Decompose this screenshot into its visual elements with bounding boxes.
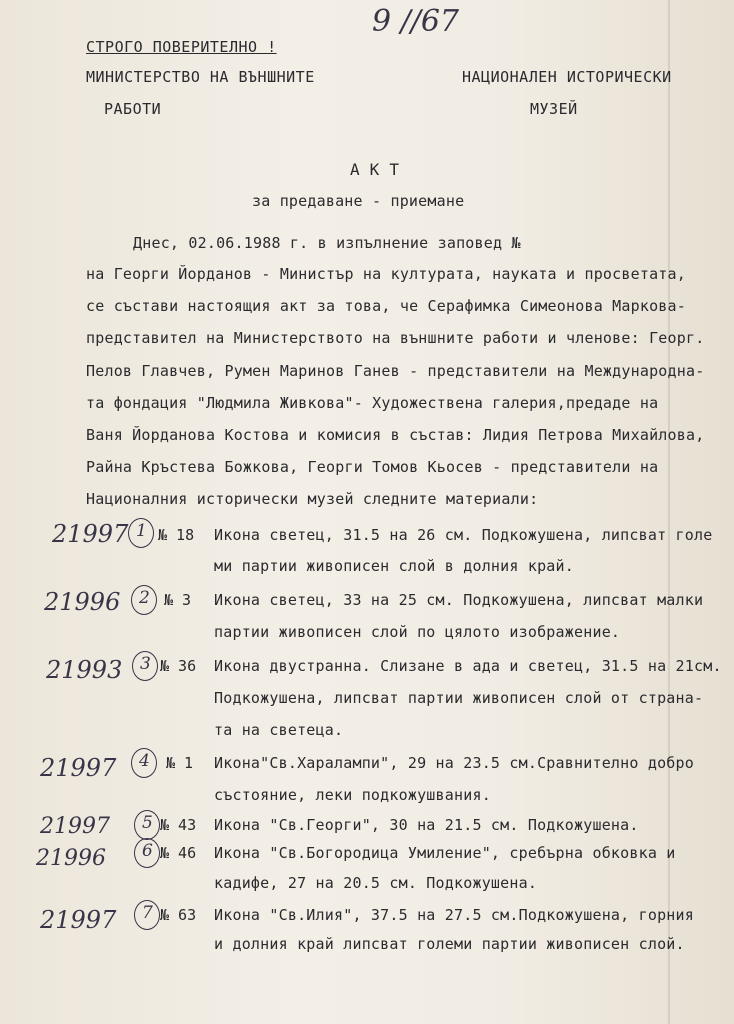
item-description-line: Икона светец, 33 на 25 см. Подкожушена, липсват малки — [214, 591, 704, 609]
body-line: Райна Кръстева Божкова, Георги Томов Кьосев - представители на — [86, 458, 659, 476]
item-ref: № 18 — [158, 526, 195, 544]
item-number: 2 — [139, 588, 150, 608]
item-number: 5 — [142, 813, 153, 833]
handwritten-folio-number: 9 //67 — [372, 4, 460, 39]
sender-org-line1: МИНИСТЕРСТВО НА ВЪНШНИТЕ — [86, 68, 315, 86]
receiver-org-line1: НАЦИОНАЛЕН ИСТОРИЧЕСКИ — [462, 68, 672, 86]
item-description-line: Икона светец, 31.5 на 26 см. Подкожушена, липсват голе — [214, 526, 713, 544]
item-number: 4 — [139, 751, 150, 771]
item-ref: № 3 — [164, 591, 192, 609]
inventory-number-handwritten: 21997 — [40, 814, 110, 839]
body-line: Ваня Йорданова Костова и комисия в състав: Лидия Петрова Михайлова, — [86, 426, 705, 444]
sender-org-line2: РАБОТИ — [104, 100, 162, 118]
item-description-line: Подкожушена, липсват партии живописен слой от страна- — [214, 689, 704, 707]
item-ref: № 63 — [160, 906, 197, 924]
confidential-stamp: СТРОГО ПОВЕРИТЕЛНО ! — [86, 38, 277, 56]
inventory-number-handwritten: 21997 — [40, 754, 117, 782]
item-description-line: та на светеца. — [214, 721, 344, 739]
body-line: се състави настоящия акт за това, че Серафимка Симеонова Маркова- — [86, 297, 686, 315]
item-description-line: Икона "Св.Илия", 37.5 на 27.5 см.Подкожушена, горния — [214, 906, 694, 924]
item-number: 7 — [142, 903, 153, 923]
inventory-number-handwritten: 21997 — [40, 906, 117, 934]
item-description-line: ми партии живописен слой в долния край. — [214, 557, 574, 575]
item-number: 1 — [136, 521, 147, 541]
item-description-line: кадифе, 27 на 20.5 см. Подкожушена. — [214, 874, 538, 892]
receiver-org-line2: МУЗЕЙ — [530, 100, 578, 118]
item-ref: № 43 — [160, 816, 197, 834]
item-number: 3 — [140, 654, 151, 674]
item-description-line: Икона двустранна. Слизане в ада и светец, 31.5 на 21см. — [214, 657, 722, 675]
body-line: та фондация "Людмила Живкова"- Художествена галерия,предаде на — [86, 394, 659, 412]
item-ref: № 36 — [160, 657, 197, 675]
item-number: 6 — [142, 841, 153, 861]
body-line: Националния исторически музей следните материали: — [86, 490, 539, 508]
body-line: на Георги Йорданов - Министър на културата, науката и просветата, — [86, 265, 686, 283]
inventory-number-handwritten: 21996 — [44, 588, 121, 616]
item-description-line: и долния край липсват големи партии живописен слой. — [214, 935, 685, 953]
inventory-number-handwritten: 21993 — [46, 656, 123, 684]
body-line: представител на Министерството на външните работи и членове: Георг. — [86, 329, 705, 347]
inventory-number-handwritten: 21997 — [52, 520, 129, 548]
item-ref: № 1 — [166, 754, 194, 772]
item-description-line: партии живописен слой по цялото изображение. — [214, 623, 621, 641]
item-description-line: Икона"Св.Харалампи", 29 на 23.5 см.Сравнително добро — [214, 754, 694, 772]
item-description-line: състояние, леки подкожушвания. — [214, 786, 491, 804]
item-ref: № 46 — [160, 844, 197, 862]
document-subtitle: за предаване - приемане — [252, 192, 465, 210]
item-description-line: Икона "Св.Георги", 30 на 21.5 см. Подкожушена. — [214, 816, 639, 834]
paper-fold — [668, 0, 670, 1024]
body-line: Днес, 02.06.1988 г. в изпълнение заповед № — [133, 234, 521, 252]
item-description-line: Икона "Св.Богородица Умиление", сребърна обковка и — [214, 844, 676, 862]
document-title: А К Т — [350, 160, 400, 179]
inventory-number-handwritten: 21996 — [36, 846, 106, 871]
body-line: Пелов Главчев, Румен Маринов Ганев - представители на Международна- — [86, 362, 705, 380]
